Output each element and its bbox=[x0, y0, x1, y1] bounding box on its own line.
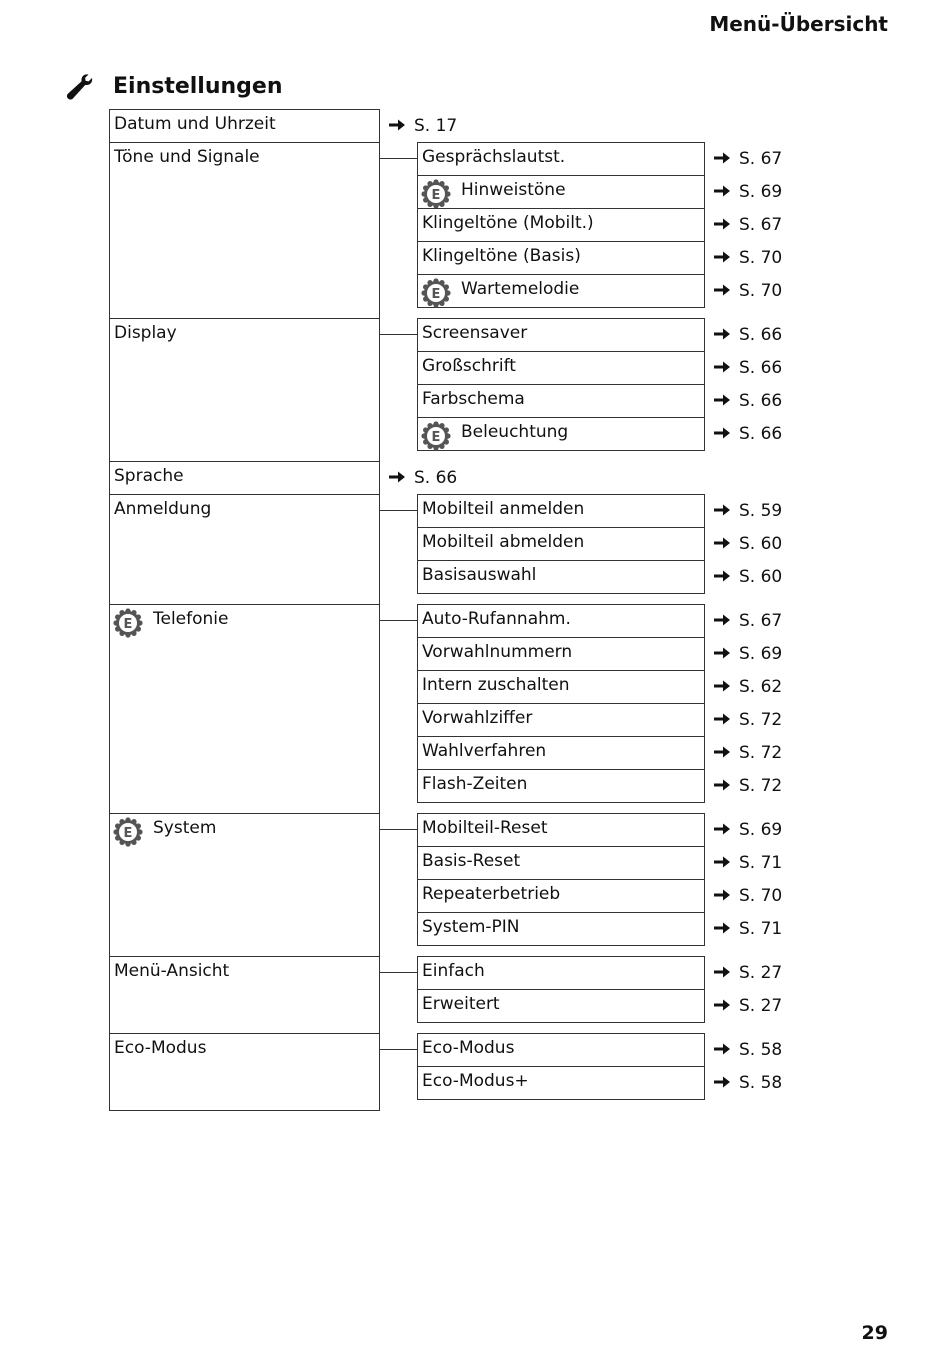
page-reference-text: S. 69 bbox=[739, 182, 783, 202]
arrow-right-icon bbox=[713, 426, 731, 440]
arrow-right-icon bbox=[388, 470, 406, 484]
page-reference[interactable] bbox=[713, 611, 782, 633]
menu-item-label: Sprache bbox=[114, 466, 184, 486]
submenu-item[interactable] bbox=[417, 351, 705, 385]
menu-item[interactable] bbox=[109, 956, 380, 1034]
menu-item-label: Klingeltöne (Mobilt.) bbox=[422, 213, 594, 233]
page-reference-text: S. 62 bbox=[739, 677, 783, 697]
page-reference-text: S. 70 bbox=[739, 248, 783, 268]
submenu-item[interactable] bbox=[417, 736, 705, 770]
tree-connector-line bbox=[380, 620, 417, 621]
submenu-item[interactable] bbox=[417, 241, 705, 275]
page-reference[interactable] bbox=[713, 919, 782, 941]
tree-connector-line bbox=[380, 972, 417, 973]
menu-item-label: Telefonie bbox=[153, 609, 229, 629]
menu-item-label: Repeaterbetrieb bbox=[422, 884, 561, 904]
page-reference[interactable] bbox=[713, 710, 782, 732]
page-reference[interactable] bbox=[713, 1073, 782, 1095]
submenu-item[interactable] bbox=[417, 956, 705, 990]
arrow-right-icon bbox=[713, 921, 731, 935]
svg-text:E: E bbox=[431, 188, 441, 203]
page-reference-text: S. 72 bbox=[739, 743, 783, 763]
arrow-right-icon bbox=[713, 1042, 731, 1056]
page-reference[interactable] bbox=[388, 116, 457, 138]
section-title: Einstellungen bbox=[113, 74, 283, 99]
menu-item-label: Auto-Rufannahm. bbox=[422, 609, 571, 629]
submenu-item[interactable] bbox=[417, 879, 705, 913]
page-reference-text: S. 67 bbox=[739, 149, 783, 169]
arrow-right-icon bbox=[713, 998, 731, 1012]
page-reference-text: S. 67 bbox=[739, 611, 783, 631]
menu-item-label: Basis-Reset bbox=[422, 851, 521, 871]
arrow-right-icon bbox=[713, 613, 731, 627]
svg-text:E: E bbox=[123, 617, 133, 632]
page-reference-text: S. 59 bbox=[739, 501, 783, 521]
submenu-item[interactable] bbox=[417, 637, 705, 671]
submenu-item[interactable] bbox=[417, 417, 705, 451]
menu-item-label: Vorwahlziffer bbox=[422, 708, 533, 728]
page-reference-text: S. 58 bbox=[739, 1073, 783, 1093]
arrow-right-icon bbox=[713, 283, 731, 297]
page-reference-text: S. 71 bbox=[739, 853, 783, 873]
menu-item[interactable] bbox=[109, 1033, 380, 1111]
page-reference[interactable] bbox=[713, 567, 782, 589]
arrow-right-icon bbox=[713, 822, 731, 836]
page-reference[interactable] bbox=[713, 743, 782, 765]
arrow-right-icon bbox=[713, 646, 731, 660]
page-reference-text: S. 72 bbox=[739, 710, 783, 730]
menu-item-label: Klingeltöne (Basis) bbox=[422, 246, 581, 266]
expert-mode-e-icon bbox=[113, 608, 143, 638]
page-reference-text: S. 70 bbox=[739, 886, 783, 906]
page-reference[interactable] bbox=[713, 391, 782, 413]
page-reference[interactable] bbox=[713, 644, 782, 666]
page-reference-text: S. 67 bbox=[739, 215, 783, 235]
submenu-item[interactable] bbox=[417, 560, 705, 594]
expert-mode-e-icon bbox=[421, 278, 451, 308]
submenu-item[interactable] bbox=[417, 604, 705, 638]
menu-item[interactable] bbox=[109, 494, 380, 605]
submenu-item[interactable] bbox=[417, 670, 705, 704]
menu-item-label: Hinweistöne bbox=[461, 180, 566, 200]
submenu-item[interactable] bbox=[417, 813, 705, 847]
menu-item-label: Basisauswahl bbox=[422, 565, 537, 585]
page-reference-text: S. 71 bbox=[739, 919, 783, 939]
arrow-right-icon bbox=[713, 536, 731, 550]
menu-item-label: Wahlverfahren bbox=[422, 741, 547, 761]
page-reference-text: S. 27 bbox=[739, 963, 783, 983]
page-reference-text: S. 70 bbox=[739, 281, 783, 301]
page-reference[interactable] bbox=[713, 776, 782, 798]
page-reference-text: S. 66 bbox=[739, 424, 783, 444]
arrow-right-icon bbox=[713, 1075, 731, 1089]
menu-item-label: Mobilteil abmelden bbox=[422, 532, 585, 552]
menu-item[interactable] bbox=[109, 604, 380, 814]
arrow-right-icon bbox=[713, 569, 731, 583]
svg-text:E: E bbox=[123, 826, 133, 841]
page-reference[interactable] bbox=[713, 534, 782, 556]
submenu-item[interactable] bbox=[417, 846, 705, 880]
submenu-item[interactable] bbox=[417, 769, 705, 803]
menu-item-label: Datum und Uhrzeit bbox=[114, 114, 276, 134]
tree-connector-line bbox=[380, 510, 417, 511]
menu-item-label: System bbox=[153, 818, 217, 838]
expert-mode-e-icon bbox=[421, 421, 451, 451]
tree-connector-line bbox=[380, 334, 417, 335]
tree-connector-line bbox=[380, 829, 417, 830]
menu-item[interactable] bbox=[109, 318, 380, 462]
submenu-item[interactable] bbox=[417, 142, 705, 176]
page-reference-text: S. 66 bbox=[739, 325, 783, 345]
menu-item-label: Wartemelodie bbox=[461, 279, 580, 299]
submenu-item[interactable] bbox=[417, 274, 705, 308]
tree-connector-line bbox=[380, 158, 417, 159]
page-reference-text: S. 60 bbox=[739, 534, 783, 554]
page-reference[interactable] bbox=[713, 963, 782, 985]
page-reference[interactable] bbox=[713, 281, 782, 303]
page-reference-text: S. 27 bbox=[739, 996, 783, 1016]
menu-item-label: Eco-Modus bbox=[114, 1038, 207, 1058]
page-reference-text: S. 69 bbox=[739, 820, 783, 840]
arrow-right-icon bbox=[713, 679, 731, 693]
menu-item-label: Beleuchtung bbox=[461, 422, 569, 442]
page-reference[interactable] bbox=[713, 424, 782, 446]
page-reference-text: S. 72 bbox=[739, 776, 783, 796]
submenu-item[interactable] bbox=[417, 703, 705, 737]
page-reference[interactable] bbox=[713, 215, 782, 237]
menu-item-label: Screensaver bbox=[422, 323, 528, 343]
page-reference[interactable] bbox=[713, 149, 782, 171]
arrow-right-icon bbox=[713, 855, 731, 869]
arrow-right-icon bbox=[713, 965, 731, 979]
arrow-right-icon bbox=[713, 327, 731, 341]
page-reference[interactable] bbox=[713, 182, 782, 204]
page-reference-text: S. 58 bbox=[739, 1040, 783, 1060]
page-reference[interactable] bbox=[713, 248, 782, 270]
page-reference[interactable] bbox=[713, 325, 782, 347]
menu-item[interactable] bbox=[109, 461, 380, 495]
menu-item-label: Intern zuschalten bbox=[422, 675, 570, 695]
page-reference[interactable] bbox=[713, 677, 782, 699]
arrow-right-icon bbox=[713, 745, 731, 759]
page-reference[interactable] bbox=[713, 996, 782, 1018]
submenu-item[interactable] bbox=[417, 384, 705, 418]
submenu-item[interactable] bbox=[417, 1066, 705, 1100]
menu-item-label: System-PIN bbox=[422, 917, 520, 937]
page-reference-text: S. 66 bbox=[739, 358, 783, 378]
page-reference[interactable] bbox=[713, 358, 782, 380]
page-header-title: Menü-Übersicht bbox=[709, 12, 888, 36]
page-reference[interactable] bbox=[713, 820, 782, 842]
submenu-item[interactable] bbox=[417, 175, 705, 209]
menu-item-label: Flash-Zeiten bbox=[422, 774, 528, 794]
arrow-right-icon bbox=[713, 393, 731, 407]
menu-item-label: Eco-Modus bbox=[422, 1038, 515, 1058]
menu-item[interactable] bbox=[109, 813, 380, 957]
page-reference[interactable] bbox=[388, 468, 457, 490]
page-reference[interactable] bbox=[713, 853, 782, 875]
page-reference-text: S. 17 bbox=[414, 116, 458, 136]
submenu-item[interactable] bbox=[417, 208, 705, 242]
menu-item-label: Anmeldung bbox=[114, 499, 212, 519]
arrow-right-icon bbox=[713, 217, 731, 231]
arrow-right-icon bbox=[713, 184, 731, 198]
arrow-right-icon bbox=[713, 778, 731, 792]
submenu-item[interactable] bbox=[417, 989, 705, 1023]
menu-item-label: Töne und Signale bbox=[114, 147, 260, 167]
menu-item-label: Erweitert bbox=[422, 994, 500, 1014]
page-reference-text: S. 66 bbox=[739, 391, 783, 411]
submenu-item[interactable] bbox=[417, 494, 705, 528]
arrow-right-icon bbox=[713, 250, 731, 264]
menu-item-label: Display bbox=[114, 323, 177, 343]
menu-item-label: Farbschema bbox=[422, 389, 525, 409]
menu-item-label: Menü-Ansicht bbox=[114, 961, 230, 981]
menu-item-label: Vorwahlnummern bbox=[422, 642, 573, 662]
submenu-item[interactable] bbox=[417, 912, 705, 946]
expert-mode-e-icon bbox=[421, 179, 451, 209]
page-reference-text: S. 69 bbox=[739, 644, 783, 664]
menu-item[interactable] bbox=[109, 109, 380, 143]
arrow-right-icon bbox=[713, 151, 731, 165]
menu-item-label: Mobilteil anmelden bbox=[422, 499, 585, 519]
menu-item-label: Großschrift bbox=[422, 356, 516, 376]
menu-item-label: Eco-Modus+ bbox=[422, 1071, 529, 1091]
submenu-item[interactable] bbox=[417, 1033, 705, 1067]
arrow-right-icon bbox=[713, 503, 731, 517]
arrow-right-icon bbox=[713, 360, 731, 374]
page-number: 29 bbox=[861, 1322, 888, 1344]
expert-mode-e-icon bbox=[113, 817, 143, 847]
page-reference[interactable] bbox=[713, 886, 782, 908]
menu-item-label: Einfach bbox=[422, 961, 485, 981]
page-reference[interactable] bbox=[713, 501, 782, 523]
menu-item-label: Gesprächslautst. bbox=[422, 147, 566, 167]
page-reference-text: S. 66 bbox=[414, 468, 458, 488]
tree-connector-line bbox=[380, 1049, 417, 1050]
svg-text:E: E bbox=[431, 430, 441, 445]
page-reference-text: S. 60 bbox=[739, 567, 783, 587]
menu-item[interactable] bbox=[109, 142, 380, 319]
submenu-item[interactable] bbox=[417, 318, 705, 352]
menu-item-label: Mobilteil-Reset bbox=[422, 818, 548, 838]
arrow-right-icon bbox=[713, 888, 731, 902]
arrow-right-icon bbox=[713, 712, 731, 726]
page-reference[interactable] bbox=[713, 1040, 782, 1062]
submenu-item[interactable] bbox=[417, 527, 705, 561]
svg-text:E: E bbox=[431, 287, 441, 302]
arrow-right-icon bbox=[388, 118, 406, 132]
